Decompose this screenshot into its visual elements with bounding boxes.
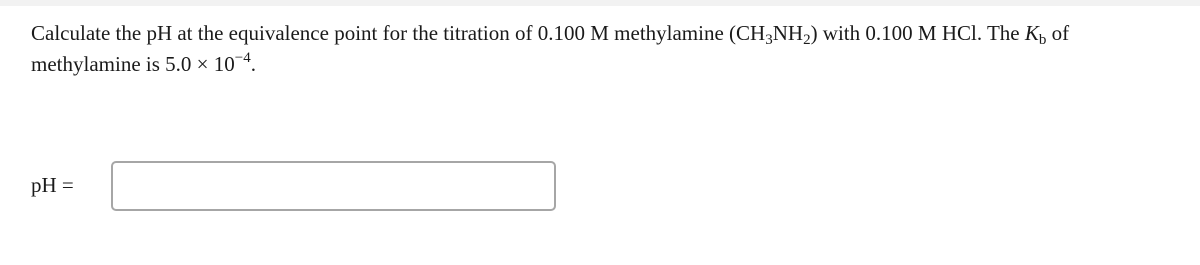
question-line-2-text: methylamine is 5.0 × 10 (31, 52, 235, 76)
question-text-middle: ) with 0.100 M HCl. The (810, 21, 1025, 45)
ph-answer-input[interactable] (111, 161, 556, 211)
question-line-2-end: . (250, 52, 256, 76)
question-text-of: of (1046, 21, 1070, 45)
question-text-start: Calculate the pH at the equivalence point for the titration of 0.100 M methylamine (CH (31, 21, 766, 45)
question-text (31, 18, 1181, 80)
top-strip (0, 0, 1200, 6)
ph-label: pH = (31, 173, 74, 197)
answer-row (31, 161, 556, 210)
subscript-2: 2 (803, 32, 811, 48)
question-line-2 (31, 49, 1181, 80)
question-text-nh: NH (772, 21, 804, 45)
kb-symbol: K (1024, 21, 1039, 45)
question-line-1 (31, 18, 1181, 49)
exponent: −4 (234, 50, 251, 66)
kb-subscript: b (1038, 32, 1047, 48)
subscript-3: 3 (765, 32, 773, 48)
